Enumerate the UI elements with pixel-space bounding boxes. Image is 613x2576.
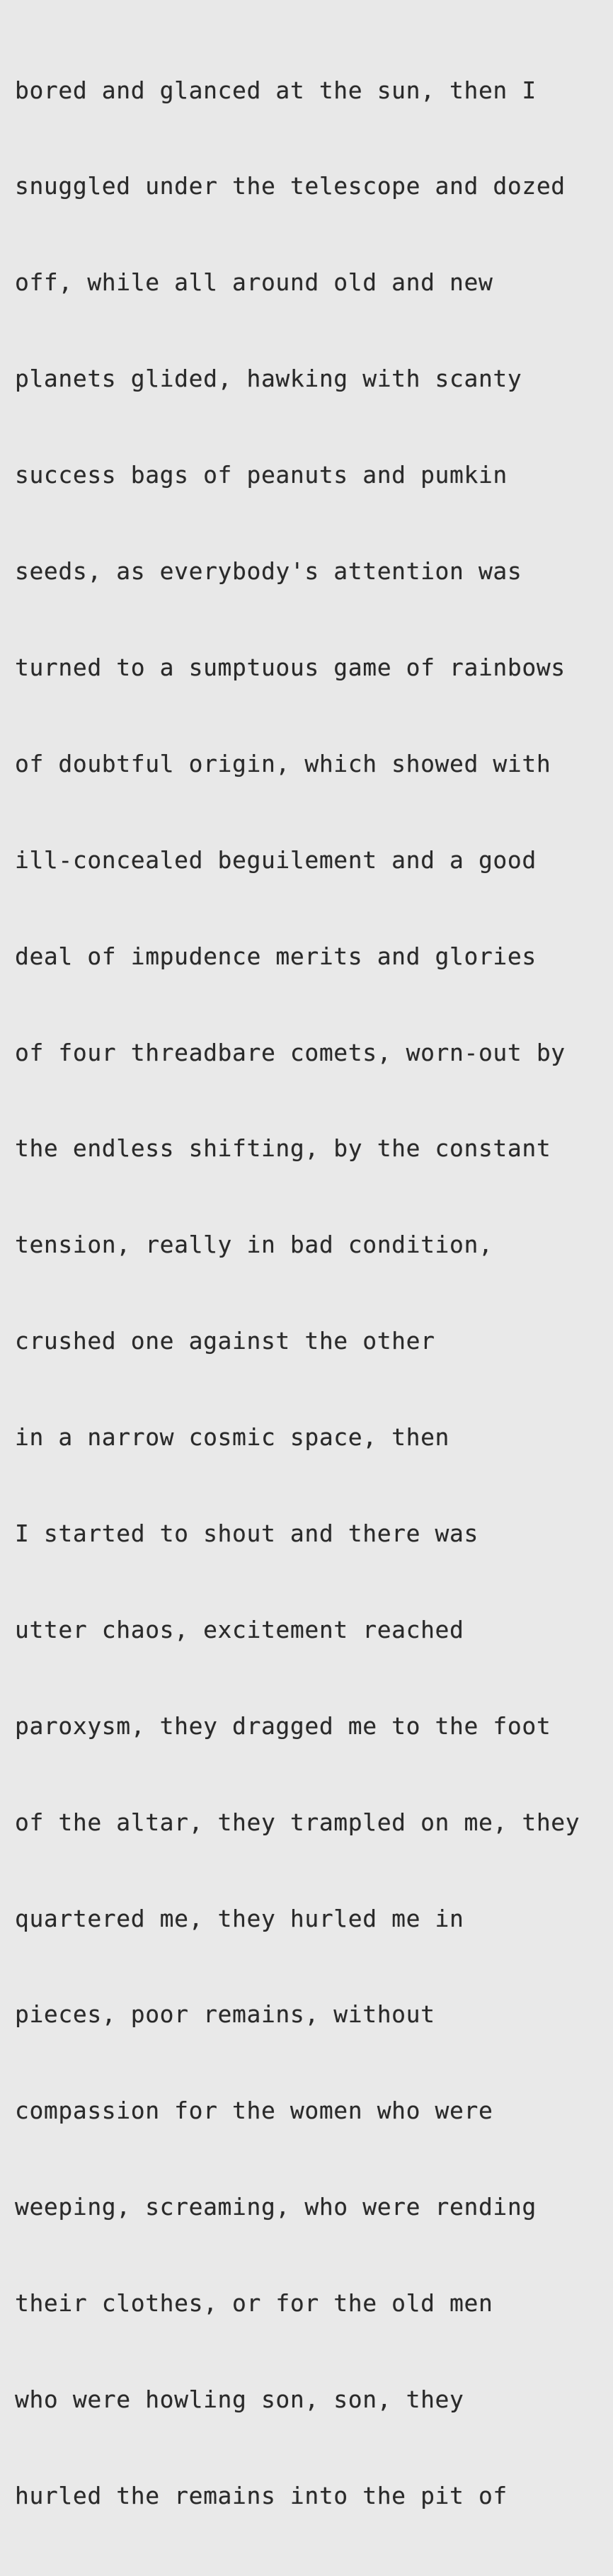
text-line: snuggled under the telescope and dozed (15, 172, 566, 200)
text-line: in a narrow cosmic space, then (15, 1423, 450, 1452)
text-line: I started to shout and there was (15, 1519, 479, 1547)
text-line: who were howling son, son, they (15, 2385, 464, 2413)
text-line: utter chaos, excitement reached (15, 1615, 464, 1643)
text-line: tension, really in bad condition, (15, 1231, 493, 1259)
text-line: ill-concealed beguilement and a good (15, 845, 537, 874)
text-line: weeping, screaming, who were rending (15, 2193, 537, 2221)
text-line: pieces, poor remains, without (15, 2000, 435, 2029)
text-line: seeds, as everybody's attention was (15, 557, 522, 586)
text-line: of doubtful origin, which showed with (15, 749, 551, 777)
text-line: the endless shifting, by the constant (15, 1134, 551, 1163)
text-line: compassion for the women who were (15, 2097, 493, 2125)
text-line: deal of impudence merits and glories (15, 942, 537, 970)
text-line: success bags of peanuts and pumkin (15, 461, 508, 489)
typewritten-text-block (15, 10, 602, 2576)
text-line: paroxysm, they dragged me to the foot (15, 1711, 551, 1740)
text-line: crushed one against the other (15, 1327, 435, 1355)
text-line: bored and glanced at the sun, then I (15, 76, 537, 104)
text-line: of four threadbare comets, worn-out by (15, 1038, 566, 1066)
text-line: quartered me, they hurled me in (15, 1904, 464, 1932)
text-line: planets glided, hawking with scanty (15, 365, 522, 393)
text-line: turned to a sumptuous game of rainbows (15, 653, 566, 681)
text-line: their clothes, or for the old men (15, 2289, 493, 2318)
text-line: off, while all around old and new (15, 268, 493, 297)
text-line: of the altar, they trampled on me, they (15, 1808, 580, 1836)
text-line: hurled the remains into the pit of (15, 2481, 508, 2509)
